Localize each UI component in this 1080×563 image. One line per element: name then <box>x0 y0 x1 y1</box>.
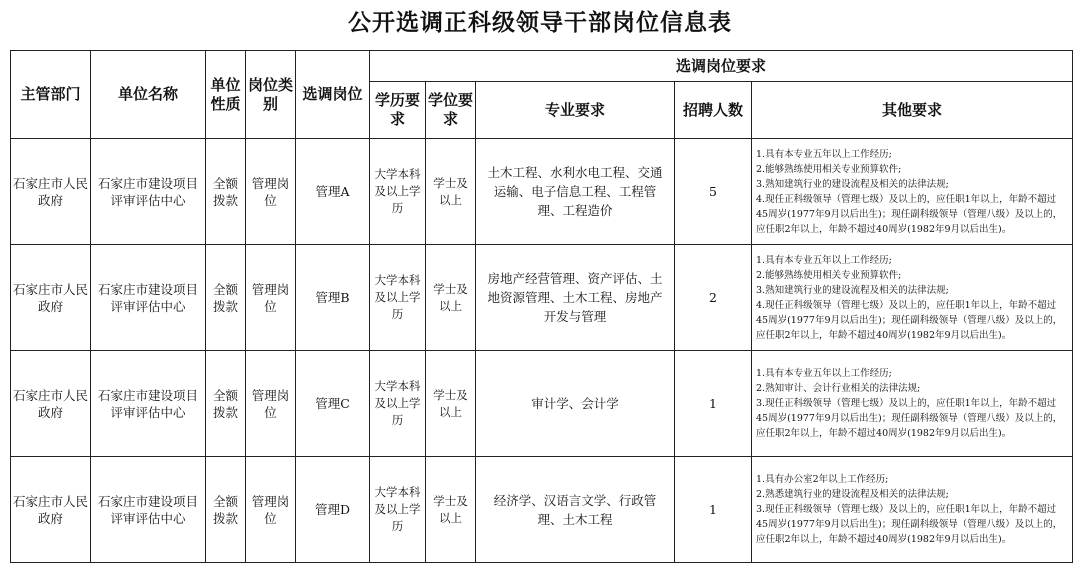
cell-unit: 石家庄市建设项目评审评估中心 <box>91 139 206 245</box>
other-requirement-line: 1.具有办公室2年以上工作经历; <box>756 474 889 485</box>
table-row <box>11 351 1073 457</box>
cell-count: 2 <box>675 245 752 351</box>
header-count: 招聘人数 <box>675 82 752 139</box>
cell-category: 管理岗位 <box>246 245 296 351</box>
other-requirement-line: 3.现任正科级领导（管理七级）及以上的，应任职1年以上，年龄不超过45周岁(1977年9月以后出生)；现任副科级领导（管理八级）及以上的，应任职2年以上，年龄不超过40周岁(1982年9月以后出生)。 <box>756 504 1063 545</box>
cell-other <box>752 139 1073 245</box>
cell-degree: 学士及以上 <box>426 351 476 457</box>
header-nature: 单位性质 <box>206 51 246 139</box>
cell-major: 经济学、汉语言文学、行政管理、土木工程 <box>476 457 675 563</box>
cell-position: 管理D <box>296 457 370 563</box>
page-title: 公开选调正科级领导干部岗位信息表 <box>348 10 732 36</box>
cell-count: 5 <box>675 139 752 245</box>
cell-dept: 石家庄市人民政府 <box>11 457 91 563</box>
other-requirement-line: 2.熟知审计、会计行业相关的法律法规; <box>756 383 921 394</box>
other-requirement-line: 2.能够熟练使用相关专业预算软件; <box>756 269 902 281</box>
cell-unit: 石家庄市建设项目评审评估中心 <box>91 351 206 457</box>
table-row <box>11 457 1073 563</box>
table-row <box>11 245 1073 351</box>
header-major: 专业要求 <box>476 82 675 139</box>
cell-education: 大学本科及以上学历 <box>370 139 426 245</box>
cell-dept: 石家庄市人民政府 <box>11 245 91 351</box>
header-dept: 主管部门 <box>11 51 91 139</box>
header-position: 选调岗位 <box>296 51 370 139</box>
header-requirements-group: 选调岗位要求 <box>370 51 1073 82</box>
cell-other <box>752 245 1073 351</box>
cell-other <box>752 457 1073 563</box>
cell-unit: 石家庄市建设项目评审评估中心 <box>91 245 206 351</box>
header-other: 其他要求 <box>752 82 1073 139</box>
cell-category: 管理岗位 <box>246 139 296 245</box>
other-requirement-line: 3.熟知建筑行业的建设流程及相关的法律法规; <box>756 178 949 190</box>
cell-nature: 全额拨款 <box>206 457 246 563</box>
other-requirement-line: 1.具有本专业五年以上工作经历; <box>756 368 892 379</box>
cell-unit: 石家庄市建设项目评审评估中心 <box>91 457 206 563</box>
cell-dept: 石家庄市人民政府 <box>11 139 91 245</box>
cell-category: 管理岗位 <box>246 351 296 457</box>
header-category: 岗位类别 <box>246 51 296 139</box>
cell-position: 管理B <box>296 245 370 351</box>
header-education: 学历要求 <box>370 82 426 139</box>
cell-degree: 学士及以上 <box>426 245 476 351</box>
cell-education: 大学本科及以上学历 <box>370 351 426 457</box>
cell-degree: 学士及以上 <box>426 457 476 563</box>
cell-education: 大学本科及以上学历 <box>370 457 426 563</box>
cell-count: 1 <box>675 457 752 563</box>
other-requirement-line: 4.现任正科级领导（管理七级）及以上的，应任职1年以上，年龄不超过45周岁(1977年9月以后出生)；现任副科级领导（管理八级）及以上的，应任职2年以上，年龄不超过40周岁(1982年9月以后出生)。 <box>756 193 1063 235</box>
other-requirement-line: 2.熟悉建筑行业的建设流程及相关的法律法规; <box>756 489 949 500</box>
table-row <box>11 139 1073 245</box>
cell-major: 房地产经营管理、资产评估、土地资源管理、土木工程、房地产开发与管理 <box>476 245 675 351</box>
cell-major: 土木工程、水利水电工程、交通运输、电子信息工程、工程管理、工程造价 <box>476 139 675 245</box>
cell-nature: 全额拨款 <box>206 139 246 245</box>
other-requirement-line: 4.现任正科级领导（管理七级）及以上的，应任职1年以上，年龄不超过45周岁(1977年9月以后出生)；现任副科级领导（管理八级）及以上的，应任职2年以上，年龄不超过40周岁(1982年9月以后出生)。 <box>756 299 1063 341</box>
header-degree: 学位要求 <box>426 82 476 139</box>
cell-category: 管理岗位 <box>246 457 296 563</box>
other-requirement-line: 3.现任正科级领导（管理七级）及以上的，应任职1年以上，年龄不超过45周岁(1977年9月以后出生)；现任副科级领导（管理八级）及以上的，应任职2年以上，年龄不超过40周岁(1982年9月以后出生)。 <box>756 398 1063 439</box>
cell-other <box>752 351 1073 457</box>
cell-position: 管理C <box>296 351 370 457</box>
other-requirement-line: 1.具有本专业五年以上工作经历; <box>756 254 892 266</box>
other-requirement-line: 1.具有本专业五年以上工作经历; <box>756 148 892 160</box>
cell-position: 管理A <box>296 139 370 245</box>
other-requirement-line: 3.熟知建筑行业的建设流程及相关的法律法规; <box>756 284 949 296</box>
header-unit: 单位名称 <box>91 51 206 139</box>
cell-education: 大学本科及以上学历 <box>370 245 426 351</box>
cell-major: 审计学、会计学 <box>476 351 675 457</box>
other-requirement-line: 2.能够熟练使用相关专业预算软件; <box>756 163 902 175</box>
position-info-table <box>10 50 1073 563</box>
cell-nature: 全额拨款 <box>206 245 246 351</box>
cell-degree: 学士及以上 <box>426 139 476 245</box>
cell-count: 1 <box>675 351 752 457</box>
cell-nature: 全额拨款 <box>206 351 246 457</box>
cell-dept: 石家庄市人民政府 <box>11 351 91 457</box>
